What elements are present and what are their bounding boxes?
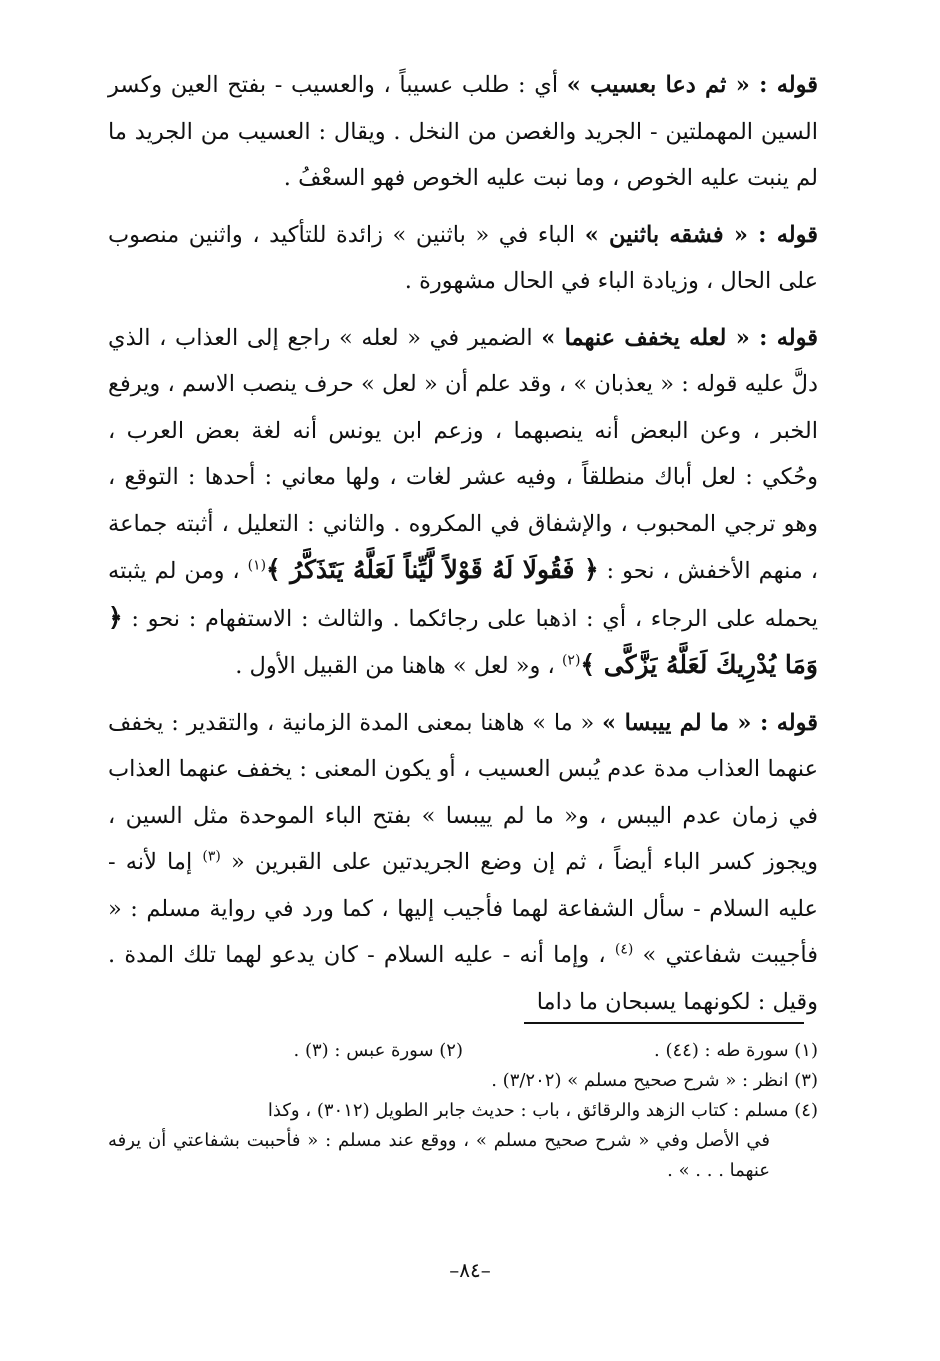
paragraph-lead: قوله : « ما لم ييبسا » — [602, 709, 819, 736]
paragraph-text: إما لأنه - عليه السلام - سأل الشفاعة لهما فأجيب إليها ، كما ورد في رواية مسلم : « فأجيبت شفاعتي » — [108, 849, 818, 968]
paragraph-lead: قوله : « ثم دعا بعسيب » — [566, 72, 818, 98]
paragraph-asib — [108, 62, 818, 202]
paragraph-text: ، و« لعل » هاهنا من القبيل الأول . — [235, 653, 562, 679]
page-number: –٨٤– — [449, 1258, 491, 1282]
paragraph-laallahu — [108, 315, 818, 690]
paragraph-text: « ما » هاهنا بمعنى المدة الزمانية ، والتقدير : يخفف عنهما العذاب مدة عدم يُبس العسيب ، أو يكون المعنى : يخفف عنهما العذاب في زمان عدم اليبس ، و« ما لم ييبسا » بفتح الباء الموحدة مثل السين ، ويجوز كسر الباء أيضاً ، ثم إن وضع الجريدتين على القبرين « — [108, 709, 819, 875]
paragraph-text: الضمير في « لعله » راجع إلى العذاب ، الذي دلَّ عليه قوله : « يعذبان » ، وقد علم أن « لعل » حرف ينصب الاسم ، ويرفع الخبر ، وعن البعض أنه ينصبهما ، وزعم ابن يونس أنه لغة بعض العرب ، وحُكي : لعل أباك منطلقاً ، وفيه عشر لغات ، ولها معاني : أحدها : التوقع ، وهو ترجي المحبوب ، والإشفاق في المكروه . والثاني : التعليل ، أثبته جماعة ، منهم الأخفش ، نحو : — [108, 324, 818, 584]
quran-verse: ﴿ فَقُولَا لَهُ قَوْلاً لَّيِّناً لَعَلَّهُ يَتَذَكَّرُ ﴾ — [266, 555, 599, 584]
footnote-2: (٢) سورة عبس : (٣) . — [293, 1040, 463, 1061]
footnotes — [108, 1036, 818, 1186]
main-text — [108, 62, 818, 1035]
footnote-ref[interactable]: (٣) — [202, 848, 221, 865]
footnote-3: (٣) انظر : « شرح صحيح مسلم » (٣/٢٠٢) . — [491, 1070, 818, 1091]
paragraph-text: الباء في « باثنين » زائدة للتأكيد ، واثنين منصوب على الحال ، وزيادة الباء في الحال مشهورة . — [108, 221, 818, 294]
footnote-separator — [524, 1022, 804, 1024]
footnote-ref[interactable]: (٤) — [614, 941, 634, 958]
footnote-ref[interactable]: (١) — [247, 557, 267, 574]
footnote-row — [108, 1036, 818, 1066]
paragraph-lead: قوله : « لعله يخفف عنهما » — [541, 324, 818, 351]
paragraph-text: ، ومن لم يثبته يحمله على الرجاء ، أي : اذهبا على رجائكما . والثالث : الاستفهام : نحو : — [108, 558, 818, 632]
paragraph-text: ، وإما أنه - عليه السلام - كان يدعو لهما تلك المدة . وقيل : لكونهما يسبحان ما داما — [108, 942, 818, 1015]
paragraph-lead: قوله : « فشقه باثنين » — [584, 221, 818, 248]
footnote-1: (١) سورة طه : (٤٤) . — [654, 1040, 818, 1061]
paragraph-fashaqqahu — [108, 212, 818, 305]
footnote-4: (٤) مسلم : كتاب الزهد والرقائق ، باب : حديث جابر الطويل (٣٠١٢) ، وكذا — [267, 1100, 818, 1121]
quran-verse: ﴿ وَمَا يُدْرِيكَ لَعَلَّهُ يَزَّكَّى ﴾ — [108, 602, 818, 679]
footnote-4-continued: في الأصل وفي « شرح صحيح مسلم » ، ووقع عند مسلم : « فأحببت بشفاعتي أن يرفه عنهما . . . » . — [108, 1130, 770, 1181]
paragraph-ma-lam-yaybasa — [108, 700, 818, 1026]
paragraph-text: أي : طلب عسيباً ، والعسيب - بفتح العين وكسر السين المهملتين - الجريد والغصن من النخل . ويقال : العسيب من الجريد ما لم ينبت عليه الخوص ، وما نبت عليه الخوص فهو السعْفُ . — [108, 72, 818, 191]
footnote-ref[interactable]: (٢) — [561, 652, 581, 669]
